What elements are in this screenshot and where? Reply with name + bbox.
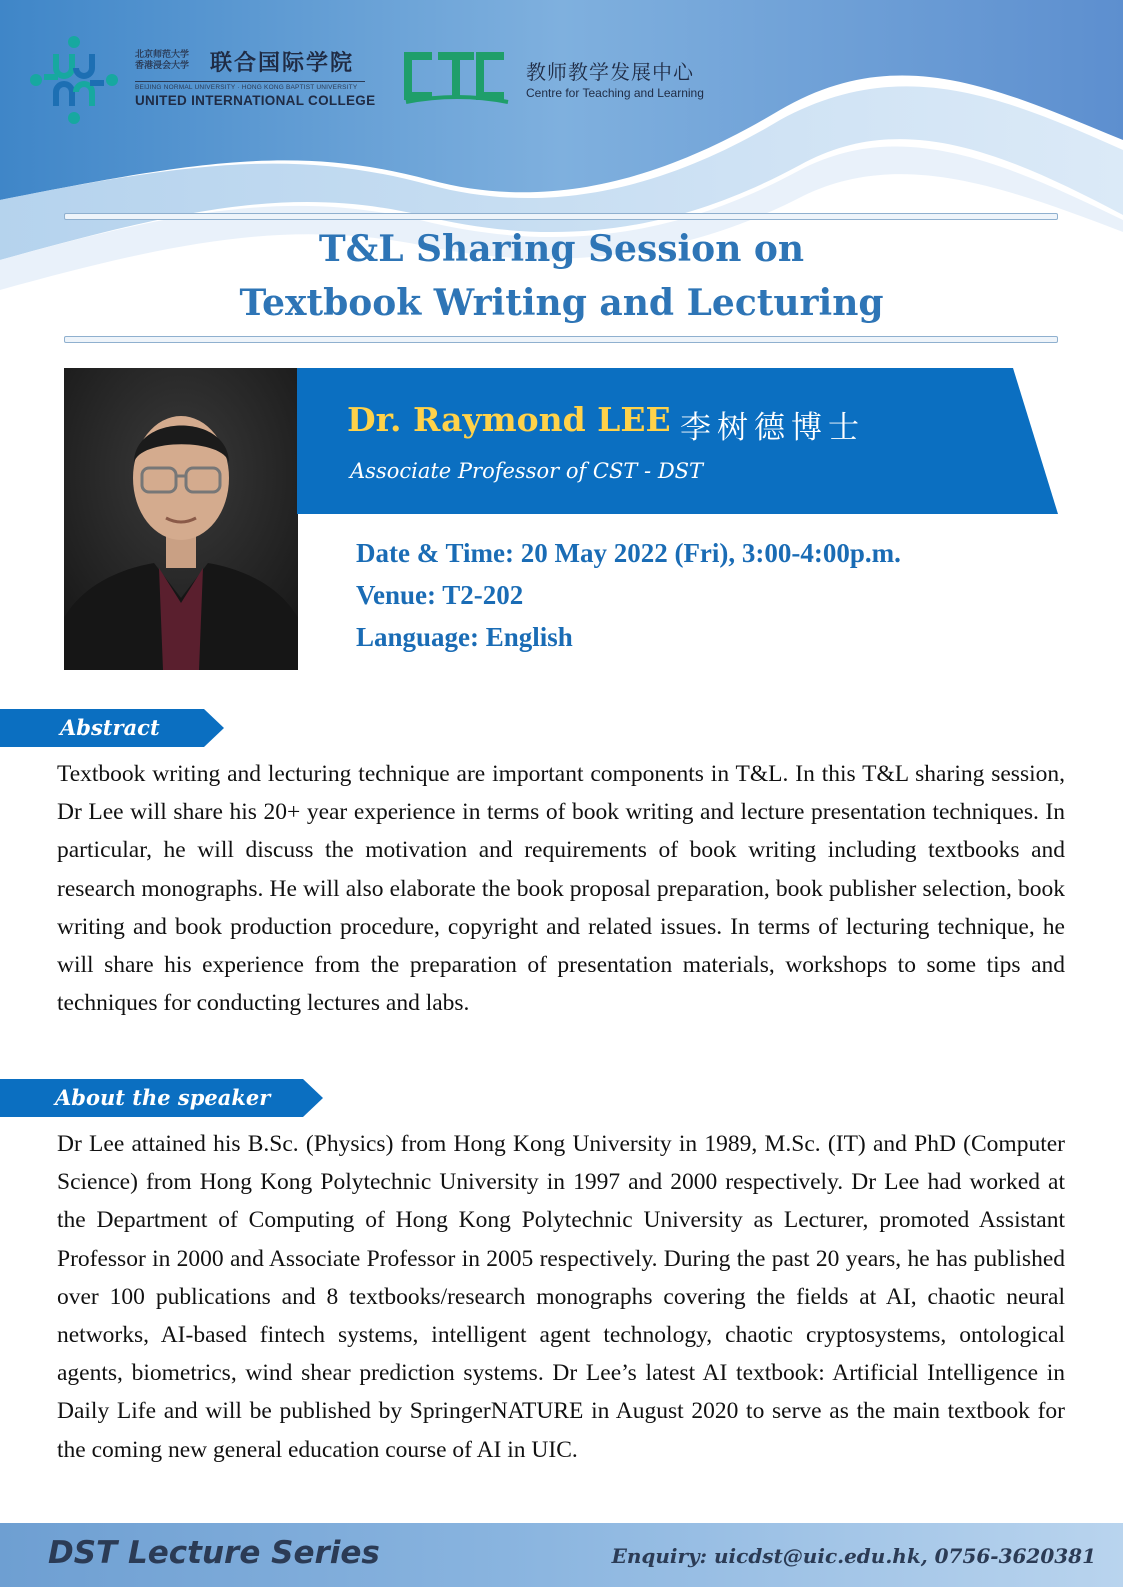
abstract-heading: Abstract xyxy=(60,715,160,740)
speaker-name: Dr. Raymond LEE xyxy=(347,400,671,439)
event-venue: Venue: T2-202 xyxy=(356,580,524,610)
event-language: Language: English xyxy=(356,622,573,652)
lecture-series-label: DST Lecture Series xyxy=(48,1535,380,1571)
title-bottom-rule xyxy=(64,336,1058,343)
uic-parent-universities-cn: 北京师范大学 香港浸会大学 xyxy=(135,50,190,71)
footer-bar xyxy=(0,1523,1123,1587)
speaker-role: Associate Professor of CST - DST xyxy=(350,459,704,483)
about-heading: About the speaker xyxy=(55,1085,271,1110)
abstract-heading-tag xyxy=(0,709,224,747)
uic-name-cn: 联合国际学院 xyxy=(210,51,355,76)
uic-parent-universities-en: BEIJING NORMAL UNIVERSITY · HONG KONG BAPTIST UNIVERSITY xyxy=(135,84,358,91)
ctl-name-cn: 教师教学发展中心 xyxy=(526,60,694,84)
uic-name-en: UNITED INTERNATIONAL COLLEGE xyxy=(135,93,376,108)
enquiry-contact: Enquiry: uicdst@uic.edu.hk, 0756-3620381 xyxy=(611,1544,1096,1568)
title-top-rule xyxy=(64,213,1058,220)
abstract-text: Textbook writing and lecturing technique are important components in T&L. In this T&L sharing session, Dr Lee will share his 20+ year experience in terms of book writing and lecture presentation techniques. In particular, he will discuss the motivation and requirements of book writing including textbooks and research monographs. He will also elaborate the book proposal preparation, book publisher selection, book writing and book production procedure, copyright and related issues. In terms of lecturing technique, he will share his experience from the preparation of presentation materials, workshops to some tips and techniques for conducting lectures and labs. xyxy=(57,761,1065,1017)
speaker-banner xyxy=(297,368,1058,514)
ctl-name-en: Centre for Teaching and Learning xyxy=(526,86,704,100)
event-title-line1: T&L Sharing Session on xyxy=(318,228,805,270)
uic-divider xyxy=(135,81,365,82)
ctl-logo-icon xyxy=(404,52,510,108)
speaker-name-cn: 李树德博士 xyxy=(680,410,865,446)
event-date-time: Date & Time: 20 May 2022 (Fri), 3:00-4:00p.m. xyxy=(356,538,901,568)
speaker-bio-text: Dr Lee attained his B.Sc. (Physics) from Hong Kong University in 1989, M.Sc. (IT) and PhD (Computer Science) from Hong Kong Polytechnic University in 1997 and 2000 respectively. Dr Lee had worked at the Department of Computing of Hong Kong Polytechnic University as Lecturer, promoted Assistant Professor in 2000 and Associate Professor in 2005 respectively. During the past 20 years, he has published over 100 publications and 8 textbooks/research monographs covering the fields at AI, chaotic neural networks, AI-based fintech systems, intelligent agent technology, chaotic cryptosystems, ontological agents, biometrics, wind shear prediction systems. Dr Lee’s latest AI textbook: Artificial Intelligence in Daily Life and will be published by SpringerNATURE in August 2020 to serve as the main textbook for the coming new general education course of AI in UIC. xyxy=(57,1131,1065,1463)
speaker-photo xyxy=(64,368,298,670)
uic-logo-icon xyxy=(26,32,122,128)
event-title-line2: Textbook Writing and Lecturing xyxy=(239,282,884,324)
about-heading-tag xyxy=(0,1079,323,1117)
